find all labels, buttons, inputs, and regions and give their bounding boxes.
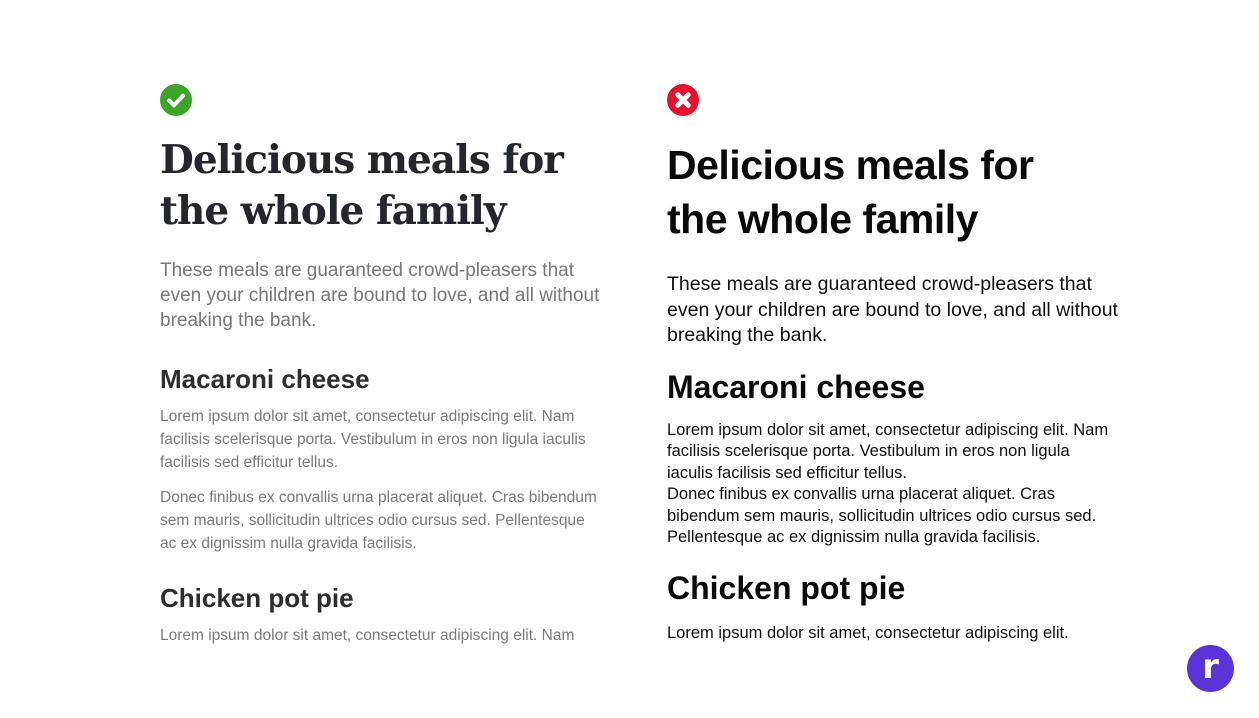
bad-heading <box>667 138 1119 246</box>
bad-heading-line1: Delicious meals for <box>667 142 1034 188</box>
good-body-paragraph-1: Lorem ipsum dolor sit amet, consectetur adipiscing elit. Nam facilisis scelerisque porta. Vestibulum in eros non ligula iaculis facilisis sed efficitur tellus. <box>160 408 586 471</box>
good-section-title-chicken: Chicken pot pie <box>160 583 354 613</box>
good-example-panel <box>160 84 602 647</box>
good-heading-line1: Delicious meals for <box>160 137 563 183</box>
bad-example-panel <box>667 84 1119 644</box>
check-icon <box>160 84 192 116</box>
bad-heading-line2: the whole family <box>667 196 978 242</box>
bad-body-paragraph-1: Lorem ipsum dolor sit amet, consectetur adipiscing elit. Nam facilisis scelerisque porta. Vestibulum in eros non ligula iaculis facilisis sed efficitur tellus. <box>667 420 1109 482</box>
bad-section-title-macaroni: Macaroni cheese <box>667 368 925 405</box>
good-body-paragraph-2: Donec finibus ex convallis urna placerat aliquet. Cras bibendum sem mauris, sollicitudin ultrices odio cursus sed. Pellentesque ac ex dignissim nulla gravida facilisis. <box>160 489 597 552</box>
good-heading <box>160 135 602 237</box>
bad-body-block <box>667 420 1119 549</box>
brand-logo-letter: r <box>1202 646 1219 687</box>
good-heading-line2: the whole family <box>160 188 506 234</box>
bad-section-title-chicken: Chicken pot pie <box>667 569 906 606</box>
bad-body-paragraph-2: Donec finibus ex convallis urna placerat aliquet. Cras bibendum sem mauris, sollicitudin ultrices odio cursus sed. Pellentesque ac ex dignissim nulla gravida facilisis. <box>667 485 1097 546</box>
good-body-paragraph-3: Lorem ipsum dolor sit amet, consectetur adipiscing elit. Nam <box>160 627 575 644</box>
good-section-title-macaroni: Macaroni cheese <box>160 364 370 394</box>
bad-body-paragraph-3: Lorem ipsum dolor sit amet, consectetur adipiscing elit. <box>667 623 1069 642</box>
cross-icon <box>667 84 699 116</box>
brand-logo <box>1187 645 1234 692</box>
bad-intro-paragraph: These meals are guaranteed crowd-pleasers that even your children are bound to love, and all without breaking the bank. <box>667 273 1118 346</box>
good-intro-paragraph: These meals are guaranteed crowd-pleasers that even your children are bound to love, and all without breaking the bank. <box>160 260 600 331</box>
